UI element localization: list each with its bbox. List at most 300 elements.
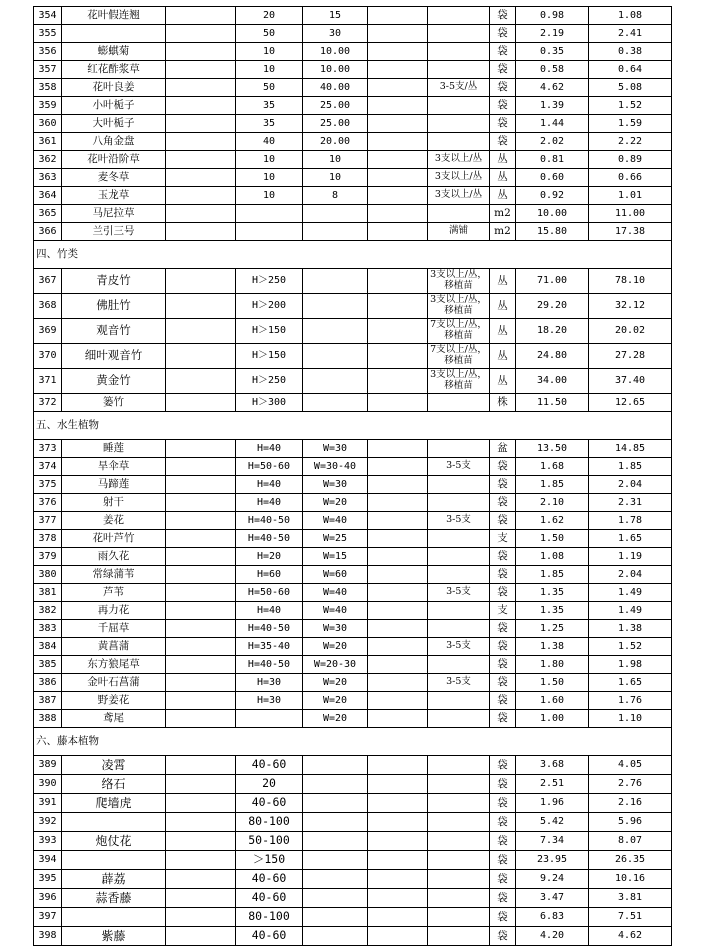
height-spec: H＞150 xyxy=(236,319,303,344)
blank-cell xyxy=(368,223,428,241)
price-cell: 4.62 xyxy=(589,927,672,946)
remark-cell xyxy=(428,25,490,43)
unit-cell: 丛 xyxy=(490,319,516,344)
price-cell: 2.16 xyxy=(589,794,672,813)
plant-name: 兰引三号 xyxy=(62,223,166,241)
width-spec xyxy=(303,319,368,344)
price-cell: 1.38 xyxy=(589,620,672,638)
blank-cell xyxy=(166,674,236,692)
blank-cell xyxy=(166,602,236,620)
price-cell: 8.07 xyxy=(589,832,672,851)
plant-name: 佛肚竹 xyxy=(62,294,166,319)
price-cell: 0.35 xyxy=(516,43,589,61)
row-number: 356 xyxy=(34,43,62,61)
table-row xyxy=(34,369,672,394)
row-number: 395 xyxy=(34,870,62,889)
height-spec: 80-100 xyxy=(236,813,303,832)
blank-cell xyxy=(368,43,428,61)
price-cell: 4.20 xyxy=(516,927,589,946)
blank-cell xyxy=(166,394,236,412)
width-spec: W=20 xyxy=(303,692,368,710)
unit-cell: 袋 xyxy=(490,656,516,674)
remark-cell: 3支以上/丛 xyxy=(428,151,490,169)
price-cell: 11.00 xyxy=(589,205,672,223)
blank-cell xyxy=(368,294,428,319)
unit-cell: 袋 xyxy=(490,458,516,476)
blank-cell xyxy=(368,832,428,851)
price-cell: 1.50 xyxy=(516,674,589,692)
blank-cell xyxy=(166,927,236,946)
blank-cell xyxy=(368,548,428,566)
remark-cell xyxy=(428,692,490,710)
price-cell: 1.01 xyxy=(589,187,672,205)
height-spec: 10 xyxy=(236,169,303,187)
blank-cell xyxy=(166,794,236,813)
remark-cell xyxy=(428,43,490,61)
blank-cell xyxy=(368,187,428,205)
height-spec: 80-100 xyxy=(236,908,303,927)
table-row xyxy=(34,566,672,584)
width-spec: W=20-30 xyxy=(303,656,368,674)
plant-name: 马尼拉草 xyxy=(62,205,166,223)
remark-cell: 3支以上/丛，移植苗 xyxy=(428,269,490,294)
price-cell: 1.35 xyxy=(516,584,589,602)
blank-cell xyxy=(166,476,236,494)
price-cell: 1.38 xyxy=(516,638,589,656)
remark-cell xyxy=(428,710,490,728)
section-title: 六、藤本植物 xyxy=(34,728,672,756)
row-number: 367 xyxy=(34,269,62,294)
unit-cell: 袋 xyxy=(490,710,516,728)
plant-name: 黄菖蒲 xyxy=(62,638,166,656)
unit-cell: 袋 xyxy=(490,566,516,584)
plant-name: 花叶良姜 xyxy=(62,79,166,97)
row-number: 376 xyxy=(34,494,62,512)
unit-cell: 袋 xyxy=(490,43,516,61)
price-cell: 3.47 xyxy=(516,889,589,908)
table-row xyxy=(34,319,672,344)
blank-cell xyxy=(368,908,428,927)
table-row xyxy=(34,656,672,674)
height-spec: H=30 xyxy=(236,692,303,710)
blank-cell xyxy=(166,133,236,151)
remark-cell xyxy=(428,7,490,25)
price-cell: 1.78 xyxy=(589,512,672,530)
price-cell: 17.38 xyxy=(589,223,672,241)
price-cell: 2.31 xyxy=(589,494,672,512)
price-cell: 5.96 xyxy=(589,813,672,832)
table-row xyxy=(34,674,672,692)
table-row xyxy=(34,269,672,294)
width-spec: 15 xyxy=(303,7,368,25)
plant-name: 篓竹 xyxy=(62,394,166,412)
price-cell: 1.08 xyxy=(589,7,672,25)
width-spec xyxy=(303,394,368,412)
blank-cell xyxy=(166,369,236,394)
table-row xyxy=(34,794,672,813)
row-number: 393 xyxy=(34,832,62,851)
row-number: 382 xyxy=(34,602,62,620)
table-row xyxy=(34,61,672,79)
row-number: 369 xyxy=(34,319,62,344)
price-cell: 2.04 xyxy=(589,566,672,584)
height-spec: 40-60 xyxy=(236,870,303,889)
height-spec: H=40-50 xyxy=(236,512,303,530)
table-row xyxy=(34,512,672,530)
height-spec: 35 xyxy=(236,115,303,133)
table-row xyxy=(34,494,672,512)
table-row xyxy=(34,43,672,61)
price-cell: 1.49 xyxy=(589,602,672,620)
plant-name: 观音竹 xyxy=(62,319,166,344)
height-spec: H=50-60 xyxy=(236,584,303,602)
remark-cell: 3-5支 xyxy=(428,584,490,602)
price-cell: 27.28 xyxy=(589,344,672,369)
table-row xyxy=(34,294,672,319)
price-cell: 20.02 xyxy=(589,319,672,344)
row-number: 365 xyxy=(34,205,62,223)
height-spec xyxy=(236,223,303,241)
table-row xyxy=(34,223,672,241)
width-spec: 25.00 xyxy=(303,115,368,133)
row-number: 392 xyxy=(34,813,62,832)
price-cell: 0.64 xyxy=(589,61,672,79)
row-number: 397 xyxy=(34,908,62,927)
section-title: 四、竹类 xyxy=(34,241,672,269)
width-spec xyxy=(303,756,368,775)
plant-name: 花叶沿阶草 xyxy=(62,151,166,169)
row-number: 388 xyxy=(34,710,62,728)
unit-cell: m2 xyxy=(490,223,516,241)
blank-cell xyxy=(166,79,236,97)
blank-cell xyxy=(368,205,428,223)
unit-cell: 袋 xyxy=(490,584,516,602)
plant-name: 蒜香藤 xyxy=(62,889,166,908)
table-row xyxy=(34,440,672,458)
unit-cell: 袋 xyxy=(490,79,516,97)
price-cell: 34.00 xyxy=(516,369,589,394)
table-row xyxy=(34,7,672,25)
price-cell: 0.92 xyxy=(516,187,589,205)
blank-cell xyxy=(166,319,236,344)
row-number: 363 xyxy=(34,169,62,187)
blank-cell xyxy=(166,832,236,851)
row-number: 389 xyxy=(34,756,62,775)
unit-cell: 丛 xyxy=(490,169,516,187)
width-spec: 10.00 xyxy=(303,61,368,79)
unit-cell: 袋 xyxy=(490,851,516,870)
plant-name xyxy=(62,908,166,927)
table-row xyxy=(34,775,672,794)
unit-cell: 袋 xyxy=(490,476,516,494)
blank-cell xyxy=(368,319,428,344)
plant-name: 玉龙草 xyxy=(62,187,166,205)
remark-cell xyxy=(428,205,490,223)
blank-cell xyxy=(166,692,236,710)
unit-cell: 袋 xyxy=(490,756,516,775)
blank-cell xyxy=(368,813,428,832)
price-cell: 5.08 xyxy=(589,79,672,97)
width-spec: 8 xyxy=(303,187,368,205)
blank-cell xyxy=(368,870,428,889)
price-cell: 13.50 xyxy=(516,440,589,458)
remark-cell xyxy=(428,566,490,584)
remark-cell xyxy=(428,530,490,548)
width-spec: 10 xyxy=(303,169,368,187)
row-number: 374 xyxy=(34,458,62,476)
blank-cell xyxy=(368,889,428,908)
unit-cell: 袋 xyxy=(490,7,516,25)
row-number: 359 xyxy=(34,97,62,115)
width-spec xyxy=(303,832,368,851)
blank-cell xyxy=(166,115,236,133)
height-spec: 50 xyxy=(236,25,303,43)
blank-cell xyxy=(166,584,236,602)
price-cell: 71.00 xyxy=(516,269,589,294)
plant-name: 青皮竹 xyxy=(62,269,166,294)
price-cell: 18.20 xyxy=(516,319,589,344)
remark-cell xyxy=(428,851,490,870)
remark-cell: 满铺 xyxy=(428,223,490,241)
price-cell: 0.38 xyxy=(589,43,672,61)
table-row xyxy=(34,889,672,908)
blank-cell xyxy=(368,169,428,187)
unit-cell: 袋 xyxy=(490,115,516,133)
row-number: 396 xyxy=(34,889,62,908)
price-cell: 2.19 xyxy=(516,25,589,43)
table-row xyxy=(34,813,672,832)
unit-cell: 株 xyxy=(490,394,516,412)
unit-cell: 丛 xyxy=(490,344,516,369)
blank-cell xyxy=(166,97,236,115)
width-spec: 10 xyxy=(303,151,368,169)
row-number: 385 xyxy=(34,656,62,674)
width-spec: 25.00 xyxy=(303,97,368,115)
price-cell: 0.98 xyxy=(516,7,589,25)
height-spec: H=40-50 xyxy=(236,530,303,548)
unit-cell: 袋 xyxy=(490,512,516,530)
price-cell: 1.52 xyxy=(589,97,672,115)
blank-cell xyxy=(368,710,428,728)
blank-cell xyxy=(166,61,236,79)
width-spec: W=30 xyxy=(303,620,368,638)
plant-name: 炮仗花 xyxy=(62,832,166,851)
price-cell: 2.41 xyxy=(589,25,672,43)
plant-name: 薜荔 xyxy=(62,870,166,889)
width-spec xyxy=(303,344,368,369)
table-row xyxy=(34,620,672,638)
remark-cell xyxy=(428,620,490,638)
remark-cell xyxy=(428,61,490,79)
plant-name: 凌霄 xyxy=(62,756,166,775)
unit-cell: 袋 xyxy=(490,494,516,512)
blank-cell xyxy=(368,133,428,151)
price-cell: 1.59 xyxy=(589,115,672,133)
height-spec: H=40 xyxy=(236,494,303,512)
blank-cell xyxy=(166,269,236,294)
width-spec: W=25 xyxy=(303,530,368,548)
row-number: 358 xyxy=(34,79,62,97)
height-spec: 20 xyxy=(236,775,303,794)
price-cell: 78.10 xyxy=(589,269,672,294)
price-cell: 1.80 xyxy=(516,656,589,674)
blank-cell xyxy=(368,602,428,620)
unit-cell: 袋 xyxy=(490,61,516,79)
remark-cell xyxy=(428,775,490,794)
remark-cell: 3支以上/丛 xyxy=(428,169,490,187)
remark-cell xyxy=(428,440,490,458)
table-row xyxy=(34,927,672,946)
price-cell: 1.85 xyxy=(516,476,589,494)
blank-cell xyxy=(368,440,428,458)
price-cell: 3.81 xyxy=(589,889,672,908)
plant-name: 芦苇 xyxy=(62,584,166,602)
height-spec: 40-60 xyxy=(236,794,303,813)
height-spec: H＞250 xyxy=(236,269,303,294)
price-cell: 1.76 xyxy=(589,692,672,710)
table-row xyxy=(34,151,672,169)
price-cell: 1.62 xyxy=(516,512,589,530)
height-spec: 40-60 xyxy=(236,889,303,908)
remark-cell: 3-5支 xyxy=(428,458,490,476)
blank-cell xyxy=(166,187,236,205)
row-number: 360 xyxy=(34,115,62,133)
row-number: 377 xyxy=(34,512,62,530)
blank-cell xyxy=(368,674,428,692)
blank-cell xyxy=(166,710,236,728)
row-number: 368 xyxy=(34,294,62,319)
width-spec: W=40 xyxy=(303,512,368,530)
price-cell: 1.49 xyxy=(589,584,672,602)
plant-name xyxy=(62,25,166,43)
unit-cell: 袋 xyxy=(490,674,516,692)
price-cell: 1.65 xyxy=(589,530,672,548)
row-number: 384 xyxy=(34,638,62,656)
plant-name: 八角金盘 xyxy=(62,133,166,151)
plant-name: 射干 xyxy=(62,494,166,512)
height-spec: H=40 xyxy=(236,440,303,458)
height-spec: H＞300 xyxy=(236,394,303,412)
remark-cell xyxy=(428,870,490,889)
width-spec: W=15 xyxy=(303,548,368,566)
width-spec: 10.00 xyxy=(303,43,368,61)
blank-cell xyxy=(166,775,236,794)
plant-name: 细叶观音竹 xyxy=(62,344,166,369)
height-spec: 10 xyxy=(236,43,303,61)
blank-cell xyxy=(368,692,428,710)
width-spec: W=20 xyxy=(303,638,368,656)
blank-cell xyxy=(368,494,428,512)
height-spec: H=20 xyxy=(236,548,303,566)
width-spec: 20.00 xyxy=(303,133,368,151)
plant-name: 常绿蒲苇 xyxy=(62,566,166,584)
table-row xyxy=(34,79,672,97)
plant-name: 花叶芦竹 xyxy=(62,530,166,548)
table-row xyxy=(34,851,672,870)
blank-cell xyxy=(368,851,428,870)
remark-cell xyxy=(428,97,490,115)
height-spec: 40-60 xyxy=(236,756,303,775)
blank-cell xyxy=(368,584,428,602)
price-cell: 0.58 xyxy=(516,61,589,79)
table-row xyxy=(34,394,672,412)
blank-cell xyxy=(166,205,236,223)
price-cell: 1.10 xyxy=(589,710,672,728)
price-cell: 29.20 xyxy=(516,294,589,319)
section-title: 五、水生植物 xyxy=(34,412,672,440)
width-spec: W=30 xyxy=(303,476,368,494)
height-spec: 50 xyxy=(236,79,303,97)
plant-name: 蟛蜞菊 xyxy=(62,43,166,61)
blank-cell xyxy=(166,870,236,889)
height-spec: 10 xyxy=(236,151,303,169)
blank-cell xyxy=(166,512,236,530)
blank-cell xyxy=(166,638,236,656)
width-spec: W=40 xyxy=(303,584,368,602)
height-spec xyxy=(236,710,303,728)
table-row xyxy=(34,638,672,656)
row-number: 380 xyxy=(34,566,62,584)
blank-cell xyxy=(368,25,428,43)
section-row xyxy=(34,412,672,440)
height-spec: H=40-50 xyxy=(236,620,303,638)
row-number: 391 xyxy=(34,794,62,813)
row-number: 387 xyxy=(34,692,62,710)
price-cell: 1.08 xyxy=(516,548,589,566)
unit-cell: 袋 xyxy=(490,620,516,638)
price-cell: 1.44 xyxy=(516,115,589,133)
row-number: 379 xyxy=(34,548,62,566)
table-row xyxy=(34,115,672,133)
width-spec xyxy=(303,908,368,927)
width-spec: W=20 xyxy=(303,494,368,512)
remark-cell xyxy=(428,794,490,813)
price-cell: 1.35 xyxy=(516,602,589,620)
price-cell: 1.39 xyxy=(516,97,589,115)
row-number: 361 xyxy=(34,133,62,151)
height-spec xyxy=(236,205,303,223)
height-spec: H=50-60 xyxy=(236,458,303,476)
price-cell: 0.66 xyxy=(589,169,672,187)
blank-cell xyxy=(368,530,428,548)
width-spec xyxy=(303,813,368,832)
blank-cell xyxy=(166,7,236,25)
blank-cell xyxy=(368,344,428,369)
blank-cell xyxy=(166,851,236,870)
price-cell: 2.51 xyxy=(516,775,589,794)
remark-cell: 3-5支 xyxy=(428,638,490,656)
height-spec: 10 xyxy=(236,187,303,205)
width-spec: W=20 xyxy=(303,710,368,728)
blank-cell xyxy=(368,638,428,656)
width-spec xyxy=(303,205,368,223)
height-spec: 35 xyxy=(236,97,303,115)
width-spec: W=30 xyxy=(303,440,368,458)
remark-cell xyxy=(428,494,490,512)
section-row xyxy=(34,728,672,756)
unit-cell: 袋 xyxy=(490,133,516,151)
remark-cell xyxy=(428,476,490,494)
blank-cell xyxy=(368,656,428,674)
price-cell: 12.65 xyxy=(589,394,672,412)
price-cell: 1.98 xyxy=(589,656,672,674)
plant-name xyxy=(62,813,166,832)
price-cell: 1.65 xyxy=(589,674,672,692)
plant-name: 姜花 xyxy=(62,512,166,530)
plant-name: 再力花 xyxy=(62,602,166,620)
unit-cell: 袋 xyxy=(490,775,516,794)
remark-cell: 7支以上/丛，移植苗 xyxy=(428,319,490,344)
